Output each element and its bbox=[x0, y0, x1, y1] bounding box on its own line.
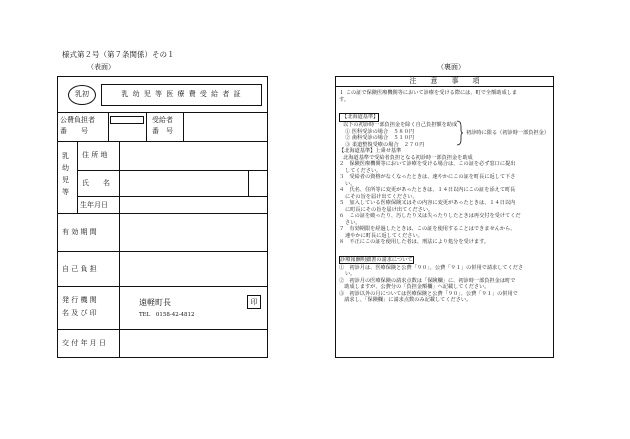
note-line: ７ 有効期限を経過したときは、この証を使用することはできませんから、 bbox=[339, 226, 516, 232]
infant-initial-badge-text: 乳初 bbox=[75, 90, 89, 98]
note-line: 診療報酬明細書の請求について bbox=[340, 256, 413, 263]
notes-header: 注 意 事 項 bbox=[409, 77, 480, 85]
address-label: 住 所 地 bbox=[82, 151, 108, 159]
issuer-label-1: 発 行 機 関 bbox=[62, 296, 97, 304]
issuer-name: 遠軽町長 bbox=[139, 298, 171, 307]
note-line: ２ 保険医療機関等において診療を受ける場合は、この証を必ず窓口に提出 bbox=[339, 161, 516, 167]
issuer-label-2: 名 及 び 印 bbox=[62, 309, 97, 317]
recipient-number-label-2: 番 号 bbox=[152, 127, 173, 135]
note-line: 【北海道基準】上乗せ基準 bbox=[339, 148, 402, 154]
note-line: 以下の初診時一部負担金を除く自己負担額を助成 bbox=[343, 122, 458, 128]
back-side-label: （裏面） bbox=[437, 63, 465, 71]
note-line: ８ 不正にこの証を使用した者は、刑法により処分を受けます。 bbox=[339, 239, 490, 245]
note-line: 請求し、「保険欄」に請求点数のみ記載してください。 bbox=[339, 297, 472, 303]
note-line: に町長にその旨を届け出てください。 bbox=[345, 206, 434, 213]
note-line: １ この証で保険医療機関等において診療を受ける際には、町で全額助成しま bbox=[339, 90, 518, 96]
note-line: ① 医科受診の場合 ５８０円 bbox=[345, 128, 415, 135]
note-line: ③ 初診以外の月については医療保険と公費「９０」、公費「９１」の併用で bbox=[339, 290, 518, 297]
note-line: ６ この証を破ったり、汚したり又は失ったりしたときは再交付を受けてくだ bbox=[339, 213, 521, 219]
infant-label-3: 児 bbox=[62, 176, 69, 184]
note-line: ４ 氏名、住所等に変更があったときは、１４日以内にこの証を添えて町長 bbox=[339, 187, 516, 193]
brace-icon bbox=[456, 120, 464, 146]
payer-number-label-1: 公費負担者 bbox=[60, 116, 95, 124]
note-line: 北海道基準で受給者負担となる初診時一部負担金を助成 bbox=[343, 154, 473, 161]
note-line: ③ 柔道整復受療の場合 ２７０円 bbox=[345, 141, 425, 148]
infant-label-1: 乳 bbox=[62, 152, 69, 160]
payer-number-field bbox=[110, 116, 144, 124]
recipient-number-label-1: 受給者 bbox=[152, 116, 173, 124]
note-line: 【北海道基準】 bbox=[339, 113, 379, 122]
note-line: い。 bbox=[345, 271, 356, 277]
note-line: ① 初診月は、医療保険と公費「９０」、公費「９１」の併用で請求してくださ bbox=[339, 264, 524, 271]
note-line: い。 bbox=[345, 180, 356, 187]
note-line: す。 bbox=[339, 96, 349, 103]
note-line: 速やかに町長に返してください。 bbox=[345, 232, 423, 239]
validity-period-label: 有 効 期 間 bbox=[62, 228, 97, 236]
card-title: 乳 幼 児 等 医 療 費 受 給 者 証 bbox=[121, 90, 242, 98]
note-line: ② 歯科受診の場合 ５１０円 bbox=[345, 135, 415, 141]
note-line: ５ 加入している医療保険又はその内容に変更があったときは、１４日以内 bbox=[339, 200, 516, 206]
infant-label-2: 幼 bbox=[62, 164, 69, 172]
notes-body bbox=[339, 90, 553, 304]
copayment-label: 自 己 負 担 bbox=[62, 265, 97, 273]
note-line: さい。 bbox=[345, 219, 361, 226]
note-line: ３ 受給者の資格がなくなったときは、速やかにこの証を町長に返して下さ bbox=[339, 174, 516, 180]
issue-date-label: 交 付 年 月 日 bbox=[62, 339, 106, 347]
seal-mark: 印 bbox=[250, 298, 258, 306]
infant-label-4: 等 bbox=[62, 188, 69, 196]
note-line: 助成しますが、公費分の「負担金額欄」へ記載してください。 bbox=[339, 284, 490, 290]
note-line: にその旨を届け出てください。 bbox=[345, 193, 418, 200]
note-line: してください。 bbox=[345, 167, 382, 174]
payer-number-label-2: 番 号 bbox=[60, 127, 88, 135]
issuer-phone: TEL 0158-42-4812 bbox=[139, 312, 195, 318]
note-line: ② 初診月の医療保険の請求点数は「保険欄」に、初診時一部負担金は町で bbox=[339, 277, 516, 284]
form-number-label: 様式第２号（第７条関係）その１ bbox=[62, 50, 175, 59]
name-label: 氏 名 bbox=[82, 179, 110, 187]
dob-label: 生年月日 bbox=[80, 201, 108, 209]
front-side-label: （表面） bbox=[87, 63, 115, 71]
initial-visit-note: 初診時に限る（初診時一部負担金） bbox=[466, 130, 550, 136]
